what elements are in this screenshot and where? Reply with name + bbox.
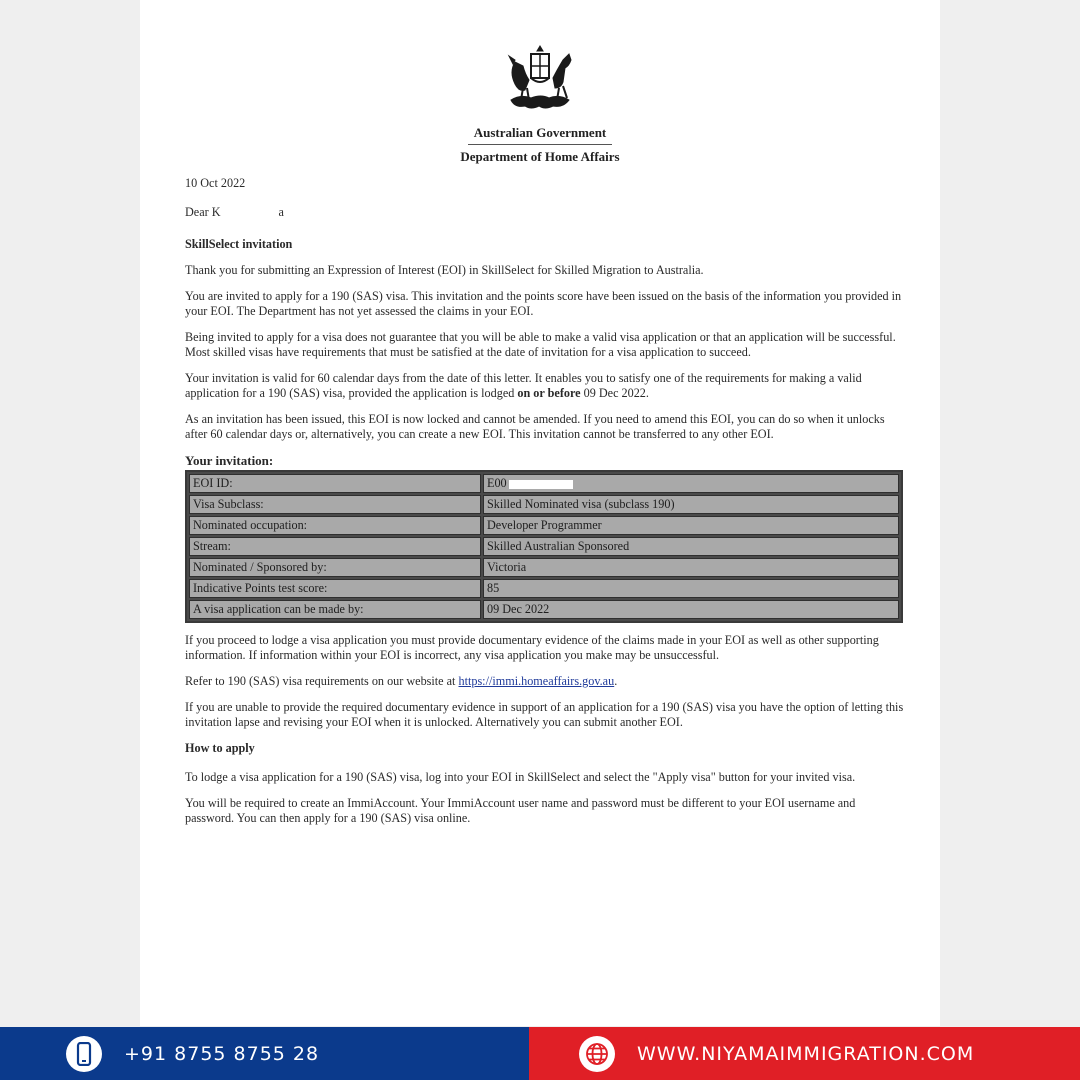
- invitation-label: Nominated / Sponsored by:: [189, 558, 481, 577]
- paragraph-evidence: If you proceed to lodge a visa application you must provide documentary evidence of the claims made in your EOI as well as other supporting information. If information within your EOI is incorrect, any visa application you make may be unsuccessful.: [185, 633, 879, 662]
- invitation-label: A visa application can be made by:: [189, 600, 481, 619]
- paragraph-lapse: If you are unable to provide the required documentary evidence in support of an application for a 190 (SAS) visa you have the option of letting this invitation lapse and revising your EOI when it is unlocked. Alternatively you can submit another EOI.: [185, 700, 904, 729]
- invitation-label: Nominated occupation:: [189, 516, 481, 535]
- invitation-value-text: 09 Dec 2022: [487, 602, 550, 616]
- footer-phone[interactable]: [0, 1027, 529, 1080]
- redacted-eoi-id: [509, 480, 573, 489]
- subject-heading: SkillSelect invitation: [185, 237, 293, 251]
- department-name: Department of Home Affairs: [460, 149, 620, 164]
- phone-number: +91 8755 8755 28: [124, 1042, 320, 1065]
- invitation-value-text: 85: [487, 581, 500, 595]
- letter-date: 10 Oct 2022: [185, 176, 246, 190]
- greeting-start: Dear K: [185, 205, 221, 219]
- greeting-end: a: [278, 205, 284, 219]
- invitation-label: Stream:: [189, 537, 481, 556]
- paragraph-validity: [185, 371, 905, 401]
- coat-of-arms-icon: [497, 42, 583, 116]
- validity-text: Your invitation is valid for 60 calendar days from the date of this letter. It enables you to satisfy one of the requirements for making a valid application for a 190 (SAS) visa, provided the application is lodged: [185, 371, 862, 400]
- invitation-value-text: Developer Programmer: [487, 518, 602, 532]
- invitation-row: [189, 537, 899, 556]
- invitation-title: Your invitation:: [185, 453, 274, 468]
- government-name: Australian Government: [468, 125, 613, 145]
- website-url: WWW.NIYAMAIMMIGRATION.COM: [637, 1042, 975, 1065]
- refer-text: Refer to 190 (SAS) visa requirements on our website at: [185, 674, 459, 688]
- paragraph-lodge: To lodge a visa application for a 190 (SAS) visa, log into your EOI in SkillSelect and select the "Apply visa" button for your invited visa.: [185, 770, 856, 784]
- footer-website[interactable]: [529, 1027, 1080, 1080]
- invitation-value-text: Skilled Australian Sponsored: [487, 539, 630, 553]
- paragraph-locked: As an invitation has been issued, this EOI is now locked and cannot be amended. If you need to amend this EOI, you can do so when it unlocks after 60 calendar days or, alternatively, you can create a new EOI. This invitation cannot be transferred to any other EOI.: [185, 412, 885, 441]
- invitation-label: Visa Subclass:: [189, 495, 481, 514]
- immi-link[interactable]: https://immi.homeaffairs.gov.au: [458, 674, 615, 688]
- invitation-row: [189, 516, 899, 535]
- invitation-value: [483, 474, 899, 493]
- paragraph-immiaccount: You will be required to create an ImmiAccount. Your ImmiAccount user name and password must be different to your EOI username and password. You can then apply for a 190 (SAS) visa online.: [185, 796, 856, 825]
- invitation-row: [189, 495, 899, 514]
- invitation-value-text: Skilled Nominated visa (subclass 190): [487, 497, 675, 511]
- invitation-label: EOI ID:: [189, 474, 481, 493]
- paragraph-refer: [185, 674, 905, 689]
- paragraph-invited: You are invited to apply for a 190 (SAS) visa. This invitation and the points score have been issued on the basis of the information you provided in your EOI. The Department has not yet assessed the claims in your EOI.: [185, 289, 902, 318]
- invitation-label: Indicative Points test score:: [189, 579, 481, 598]
- paragraph-thanks: Thank you for submitting an Expression of Interest (EOI) in SkillSelect for Skilled Migration to Australia.: [185, 263, 704, 277]
- invitation-value-text: Victoria: [487, 560, 527, 574]
- invitation-row: [189, 579, 899, 598]
- invitation-row: [189, 600, 899, 619]
- validity-date: 09 Dec 2022.: [580, 386, 649, 400]
- invitation-value: [483, 579, 899, 598]
- paragraph-guarantee: Being invited to apply for a visa does not guarantee that you will be able to make a valid visa application or that an application will be successful. Most skilled visas have requirements that must be satisfied at the date of invitation for a visa application to succeed.: [185, 330, 896, 359]
- invitation-value: [483, 558, 899, 577]
- phone-icon: [66, 1036, 102, 1072]
- invitation-row: [189, 558, 899, 577]
- invitation-value-text: E00: [487, 476, 507, 490]
- invitation-value: [483, 537, 899, 556]
- invitation-value: [483, 516, 899, 535]
- how-to-apply-heading: How to apply: [185, 741, 255, 755]
- globe-icon: [579, 1036, 615, 1072]
- invitation-value: [483, 495, 899, 514]
- footer-bar: [0, 1027, 1080, 1080]
- letterhead: [140, 42, 940, 165]
- letter-page: [140, 0, 940, 1026]
- invitation-table: [185, 470, 903, 623]
- refer-end: .: [614, 674, 618, 688]
- greeting: [185, 205, 905, 220]
- invitation-value: [483, 600, 899, 619]
- validity-emphasis: on or before: [517, 386, 581, 400]
- invitation-row: [189, 474, 899, 493]
- letter-body: [185, 176, 905, 837]
